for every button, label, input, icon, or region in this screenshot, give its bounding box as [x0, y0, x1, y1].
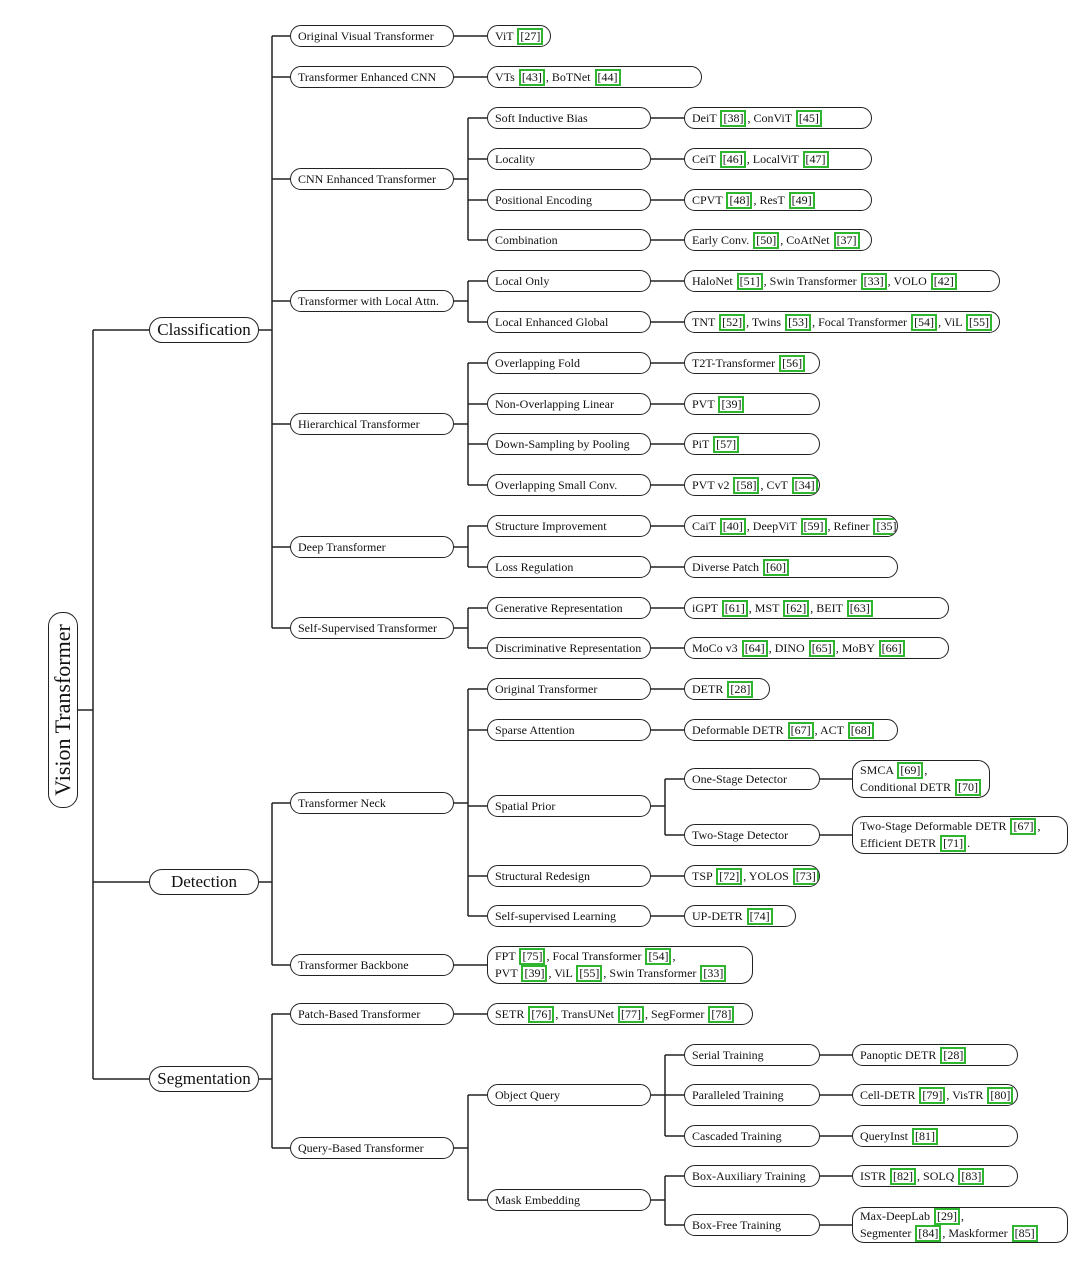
citation[interactable]: [78] [708, 1006, 734, 1023]
node-label: Self-Supervised Transformer [298, 620, 437, 635]
method-list [852, 1165, 1018, 1187]
node-two-stage-detector [684, 824, 820, 846]
method-name: TSP [692, 868, 716, 883]
citation[interactable]: [68] [848, 722, 874, 739]
node-original-transformer [487, 678, 651, 700]
method-list [684, 556, 898, 578]
citation[interactable]: [80] [987, 1087, 1013, 1104]
method-name: , VisTR [946, 1087, 987, 1102]
node-label: Local Only [495, 273, 550, 288]
method-line [692, 396, 745, 413]
node-label: Sparse Attention [495, 722, 575, 737]
node-segmentation [149, 1066, 259, 1092]
method-name: , BoTNet [545, 69, 594, 84]
node-loss-regulation [487, 556, 651, 578]
node-detection [149, 869, 259, 895]
node-generative-representation [487, 597, 651, 619]
method-name: , CoAtNet [780, 232, 833, 247]
citation[interactable]: [63] [847, 600, 873, 617]
method-name: ISTR [860, 1168, 890, 1183]
method-line [692, 722, 875, 739]
citation[interactable]: [83] [958, 1168, 984, 1185]
citation[interactable]: [56] [779, 355, 805, 372]
citation[interactable]: [29] [934, 1208, 960, 1225]
node-label: One-Stage Detector [692, 771, 787, 786]
node-label: Transformer Enhanced CNN [298, 69, 437, 84]
citation[interactable]: [49] [789, 192, 815, 209]
citation[interactable]: [54] [645, 948, 671, 965]
method-name: , YOLOS [743, 868, 792, 883]
method-name: , SOLQ [917, 1168, 958, 1183]
method-name: , MoBY [835, 640, 878, 655]
method-name: Cell-DETR [860, 1087, 919, 1102]
method-name: , Maskformer [942, 1226, 1011, 1240]
citation[interactable]: [53] [785, 314, 811, 331]
node-structural-redesign [487, 865, 651, 887]
method-name: PVT [495, 966, 521, 980]
node-label: Discriminative Representation [495, 640, 642, 655]
method-name: , LocalViT [746, 151, 802, 166]
node-label: Hierarchical Transformer [298, 416, 420, 431]
citation[interactable]: [72] [716, 868, 742, 885]
node-label: Soft Inductive Bias [495, 110, 588, 125]
node-deep-transformer [290, 536, 454, 558]
node-label: Serial Training [692, 1047, 764, 1062]
method-name: PVT [692, 396, 718, 411]
method-name: TNT [692, 314, 719, 329]
method-line [692, 600, 874, 617]
node-label: Overlapping Fold [495, 355, 580, 370]
method-name: PVT v2 [692, 477, 733, 492]
method-name: QueryInst [860, 1128, 911, 1143]
node-transformer-neck [290, 792, 454, 814]
method-list [487, 25, 551, 47]
method-list [684, 352, 820, 374]
method-name: UP-DETR [692, 908, 746, 923]
method-name: , ViL [938, 314, 966, 329]
method-name: , ResT [753, 192, 788, 207]
method-name: , ViL [548, 966, 576, 980]
method-list [684, 270, 1000, 292]
node-label: Segmentation [157, 1069, 251, 1088]
method-name: CeiT [692, 151, 719, 166]
method-line [692, 908, 774, 925]
citation[interactable]: [59] [801, 518, 827, 535]
method-list [684, 719, 898, 741]
method-name: MoCo v3 [692, 640, 741, 655]
method-name: PiT [692, 436, 713, 451]
node-label: Box-Free Training [692, 1217, 782, 1232]
method-list [487, 946, 753, 984]
method-name: , Twins [746, 314, 785, 329]
method-name: , Focal Transformer [546, 949, 645, 963]
node-overlapping-small-conv [487, 474, 651, 496]
method-line [692, 355, 806, 372]
method-line [495, 28, 544, 45]
method-name: SETR [495, 1006, 528, 1021]
node-combination [487, 229, 651, 251]
method-line [692, 681, 754, 698]
method-name: , ConViT [747, 110, 795, 125]
citation[interactable]: [65] [809, 640, 835, 657]
method-line [495, 69, 622, 86]
method-name: SMCA [860, 763, 897, 777]
method-line [692, 477, 819, 494]
citation[interactable]: [81] [912, 1128, 938, 1145]
node-cnn-enhanced-transformer [290, 168, 454, 190]
method-list [684, 311, 1000, 333]
node-transformer-with-local-attn [290, 290, 454, 312]
method-line [495, 965, 727, 982]
method-name: , [1037, 819, 1041, 833]
method-list [684, 189, 872, 211]
citation[interactable]: [57] [713, 436, 739, 453]
node-label: Generative Representation [495, 600, 623, 615]
method-line [860, 1208, 964, 1225]
citation[interactable]: [70] [955, 779, 981, 796]
method-list [684, 107, 872, 129]
citation[interactable]: [52] [719, 314, 745, 331]
method-list [684, 433, 820, 455]
method-list [487, 1003, 753, 1025]
node-label: Loss Regulation [495, 559, 574, 574]
node-query-based-transformer [290, 1137, 454, 1159]
node-label: Original Visual Transformer [298, 28, 434, 43]
method-list [684, 515, 898, 537]
citation[interactable]: [55] [576, 965, 602, 982]
method-name: , DINO [768, 640, 808, 655]
citation[interactable]: [45] [796, 110, 822, 127]
citation[interactable]: [82] [890, 1168, 916, 1185]
citation[interactable]: [42] [931, 273, 957, 290]
method-list [684, 597, 949, 619]
method-line [860, 762, 927, 779]
method-list [684, 678, 770, 700]
root-node [48, 612, 78, 808]
method-name: CPVT [692, 192, 726, 207]
node-self-supervised-transformer [290, 617, 454, 639]
method-line [692, 436, 740, 453]
citation[interactable]: [43] [519, 69, 545, 86]
method-line [692, 314, 993, 331]
citation[interactable]: [75] [519, 948, 545, 965]
node-label: Original Transformer [495, 681, 598, 696]
node-serial-training [684, 1044, 820, 1066]
method-name: , SegFormer [645, 1006, 708, 1021]
method-name: , VOLO [887, 273, 930, 288]
citation[interactable]: [50] [753, 232, 779, 249]
method-name: Efficient DETR [860, 836, 940, 850]
node-label: Transformer with Local Attn. [298, 293, 439, 308]
node-label: Query-Based Transformer [298, 1140, 424, 1155]
node-original-visual-transformer [290, 25, 454, 47]
method-list [684, 637, 949, 659]
citation[interactable]: [71] [940, 835, 966, 852]
citation[interactable]: [73] [793, 868, 819, 885]
node-soft-inductive-bias [487, 107, 651, 129]
citation[interactable]: [58] [733, 477, 759, 494]
citation[interactable]: [67] [1010, 818, 1036, 835]
method-name: HaloNet [692, 273, 736, 288]
method-name: , [672, 949, 676, 963]
method-line [860, 1087, 1014, 1104]
method-name: , CvT [760, 477, 791, 492]
node-label: Object Query [495, 1087, 560, 1102]
node-local-enhanced-global [487, 311, 651, 333]
citation[interactable]: [39] [521, 965, 547, 982]
method-name: , MST [748, 600, 783, 615]
method-list [684, 148, 872, 170]
citation[interactable]: [28] [940, 1047, 966, 1064]
method-name: DETR [692, 681, 727, 696]
node-label: Structural Redesign [495, 868, 590, 883]
method-line [495, 948, 675, 965]
node-transformer-enhanced-cnn [290, 66, 454, 88]
method-name: FPT [495, 949, 519, 963]
method-list [684, 229, 872, 251]
method-line [860, 1225, 1039, 1242]
node-locality [487, 148, 651, 170]
citation[interactable]: [47] [803, 151, 829, 168]
method-name: , Swin Transformer [603, 966, 700, 980]
citation[interactable]: [34] [792, 477, 818, 494]
method-list [684, 905, 796, 927]
node-self-supervised-learning [487, 905, 651, 927]
node-non-overlapping-linear [487, 393, 651, 415]
node-label: Mask Embedding [495, 1192, 580, 1207]
node-classification [149, 317, 259, 343]
citation[interactable]: [76] [528, 1006, 554, 1023]
method-line [692, 273, 958, 290]
method-list [684, 393, 820, 415]
method-name: , Focal Transformer [812, 314, 911, 329]
citation[interactable]: [62] [783, 600, 809, 617]
node-label: Transformer Neck [298, 795, 386, 810]
node-label: Positional Encoding [495, 192, 592, 207]
node-one-stage-detector [684, 768, 820, 790]
method-line [692, 192, 816, 209]
citation[interactable]: [27] [517, 28, 543, 45]
node-patch-based-transformer [290, 1003, 454, 1025]
method-list [684, 865, 820, 887]
node-positional-encoding [487, 189, 651, 211]
method-name: T2T-Transformer [692, 355, 779, 370]
citation[interactable]: [77] [618, 1006, 644, 1023]
node-mask-embedding [487, 1189, 651, 1211]
citation[interactable]: [40] [720, 518, 746, 535]
node-box-auxiliary-training [684, 1165, 820, 1187]
method-name: , ACT [814, 722, 847, 737]
citation[interactable]: [79] [919, 1087, 945, 1104]
node-box-free-training [684, 1214, 820, 1236]
method-line [692, 559, 790, 576]
citation[interactable]: [51] [737, 273, 763, 290]
node-sparse-attention [487, 719, 651, 741]
node-label: Down-Sampling by Pooling [495, 436, 630, 451]
citation[interactable]: [35] [873, 518, 898, 535]
citation[interactable]: [37] [834, 232, 860, 249]
citation[interactable]: [48] [726, 192, 752, 209]
method-list [852, 1207, 1068, 1243]
node-paralleled-training [684, 1084, 820, 1106]
node-label: Locality [495, 151, 535, 166]
node-label: Self-supervised Learning [495, 908, 616, 923]
method-list [852, 1044, 1018, 1066]
method-name: iGPT [692, 600, 721, 615]
node-label: Combination [495, 232, 558, 247]
method-line [692, 151, 830, 168]
node-label: Classification [157, 320, 251, 339]
method-name: , [924, 763, 928, 777]
method-line [692, 110, 823, 127]
method-line [860, 1128, 939, 1145]
citation[interactable]: [69] [897, 762, 923, 779]
method-list [684, 474, 820, 496]
node-label: Paralleled Training [692, 1087, 784, 1102]
method-line [692, 518, 898, 535]
citation[interactable]: [84] [915, 1225, 941, 1242]
method-name: . [967, 836, 971, 850]
citation[interactable]: [66] [879, 640, 905, 657]
node-spatial-prior [487, 795, 651, 817]
node-label: Box-Auxiliary Training [692, 1168, 806, 1183]
method-name: , DeepViT [746, 518, 800, 533]
method-name: ViT [495, 28, 517, 43]
citation[interactable]: [28] [727, 681, 753, 698]
citation[interactable]: [38] [720, 110, 746, 127]
method-name: VTs [495, 69, 518, 84]
node-label: Detection [170, 872, 238, 891]
method-name: Deformable DETR [692, 722, 787, 737]
method-name: DeiT [692, 110, 720, 125]
citation[interactable]: [33] [861, 273, 887, 290]
method-name: , [960, 1209, 964, 1223]
method-line [495, 1006, 735, 1023]
node-overlapping-fold [487, 352, 651, 374]
citation[interactable]: [67] [788, 722, 814, 739]
method-name: Panoptic DETR [860, 1047, 940, 1062]
method-name: Max-DeepLab [860, 1209, 933, 1223]
method-name: , Swin Transformer [763, 273, 860, 288]
method-name: Diverse Patch [692, 559, 762, 574]
node-hierarchical-transformer [290, 413, 454, 435]
citation[interactable]: [44] [595, 69, 621, 86]
method-line [860, 779, 982, 796]
method-name: Early Conv. [692, 232, 753, 247]
node-discriminative-representation [487, 637, 651, 659]
node-label: Deep Transformer [298, 539, 386, 554]
citation[interactable]: [74] [747, 908, 773, 925]
node-cascaded-training [684, 1125, 820, 1147]
method-list [852, 816, 1068, 854]
method-line [692, 640, 906, 657]
node-transformer-backbone [290, 954, 454, 976]
node-label: Non-Overlapping Linear [495, 396, 614, 411]
citation[interactable]: [61] [722, 600, 748, 617]
method-name: CaiT [692, 518, 719, 533]
node-down-sampling-by-pooling [487, 433, 651, 455]
method-name: Conditional DETR [860, 780, 954, 794]
method-name: , BEIT [810, 600, 846, 615]
node-label: CNN Enhanced Transformer [298, 171, 436, 186]
method-line [692, 868, 820, 885]
method-line [860, 818, 1040, 835]
node-local-only [487, 270, 651, 292]
citation[interactable]: [54] [911, 314, 937, 331]
node-label: Patch-Based Transformer [298, 1006, 421, 1021]
method-line [860, 835, 970, 852]
method-list [852, 760, 990, 798]
method-name: , TransUNet [555, 1006, 618, 1021]
method-name: Two-Stage Deformable DETR [860, 819, 1010, 833]
citation[interactable]: [60] [763, 559, 789, 576]
citation[interactable]: [55] [966, 314, 992, 331]
node-label: Overlapping Small Conv. [495, 477, 618, 492]
root-label: Vision Transformer [50, 624, 75, 796]
citation[interactable]: [85] [1012, 1225, 1038, 1242]
node-label: Spatial Prior [495, 798, 556, 813]
citation[interactable]: [46] [720, 151, 746, 168]
citation[interactable]: [33] [700, 965, 726, 982]
node-label: Structure Improvement [495, 518, 607, 533]
node-label: Local Enhanced Global [495, 314, 609, 329]
node-structure-improvement [487, 515, 651, 537]
method-name: , Refiner [827, 518, 873, 533]
method-name: Segmenter [860, 1226, 915, 1240]
node-label: Cascaded Training [692, 1128, 782, 1143]
node-object-query [487, 1084, 651, 1106]
method-list [487, 66, 702, 88]
method-list [852, 1084, 1018, 1106]
node-label: Transformer Backbone [298, 957, 409, 972]
node-label: Two-Stage Detector [692, 827, 789, 842]
method-list [852, 1125, 1018, 1147]
method-line [692, 232, 861, 249]
method-line [860, 1047, 967, 1064]
citation[interactable]: [39] [718, 396, 744, 413]
citation[interactable]: [64] [742, 640, 768, 657]
method-line [860, 1168, 985, 1185]
